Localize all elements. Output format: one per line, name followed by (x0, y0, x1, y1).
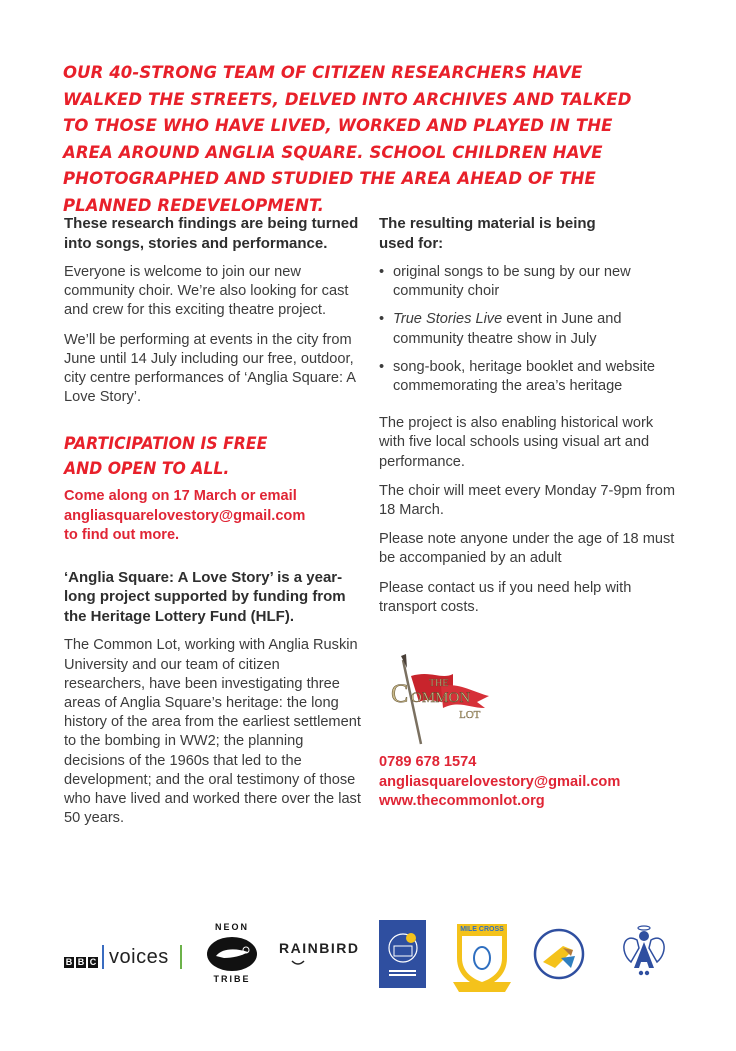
participation-heading-line2: AND OPEN TO ALL. (64, 459, 230, 479)
transport-paragraph: Please contact us if you need help with transport costs. (379, 579, 632, 615)
wensum-junior-logo (533, 928, 585, 980)
svg-text:LOT: LOT (459, 709, 481, 721)
lizard-icon (206, 936, 258, 972)
project-body: The Common Lot, working with Anglia Ruskin University and our team of citizen researchers, have been investigating three areas of Anglia Square’s heritage: the long history of the area from the earliest settlement to the bombing in WW2; the planning decisions of the 1960s that led to the development; and the oral testimony of those who have lived and worked there over the last 50 years. (64, 637, 361, 827)
mile-cross-school-logo (451, 920, 513, 994)
contact-block (379, 753, 620, 812)
project-heading: ‘Anglia Square: A Love Story’ is a year-long project supported by funding from the Heritage Lottery Fund (HLF). (64, 568, 346, 625)
choir-paragraph: Everyone is welcome to join our new community choir. We’re also looking for cast and crew for this exciting theatre project. (64, 264, 349, 319)
come-along-tail: to find out more. (64, 527, 180, 544)
sponsor-logos (0, 912, 736, 1002)
tribe-text: TRIBE (213, 974, 251, 984)
choir-schedule-paragraph: The choir will meet every Monday 7-9pm from 18 March. (379, 482, 676, 519)
rainbird-logo (279, 940, 361, 970)
bullet-text: song-book, heritage booklet and website commemorating the area’s heritage (393, 358, 656, 395)
list-item (379, 310, 679, 348)
list-item (379, 358, 679, 396)
right-column (379, 214, 679, 627)
bullet-text: event in June and community theatre show in July (393, 311, 622, 347)
email-link[interactable]: angliasquarelovestory@gmail.com (379, 773, 621, 790)
common-lot-logo (381, 652, 501, 747)
performing-paragraph: We’ll be performing at events in the city from June until 14 July including our free, outdoor, city centre performances of ‘Anglia Square: A Love Story’. (64, 331, 356, 406)
svg-text:OMMON: OMMON (411, 690, 471, 706)
headline: OUR 40-STRONG TEAM OF CITIZEN RESEARCHERS HAVE WALKED THE STREETS, DELVED INTO ARCHIVES AND TALKED TO THOSE WHO HAVE LIVED, WORKED AND PLAYED IN THE AREA AROUND ANGLIA SQUARE. SCHOOL CHILDREN HAVE PHOTOGRAPHED AND STUDIED THE AREA AHEAD OF THE PLANNED REDEVELOPMENT. (63, 63, 632, 216)
phone-number[interactable]: 0789 678 1574 (379, 754, 477, 770)
bbc-blocks: B B C (65, 957, 97, 967)
website-link[interactable]: www.thecommonlot.org (379, 793, 545, 809)
come-along-email-link[interactable]: angliasquarelovestory@gmail.com (64, 507, 306, 524)
angel-icon (617, 922, 672, 988)
school-building-icon (379, 920, 426, 988)
come-along-block (64, 487, 364, 546)
bridge-river-icon (533, 928, 585, 980)
come-along-text: Come along on 17 March or email (64, 488, 297, 505)
heigham-school-logo (379, 920, 426, 988)
participation-heading (64, 431, 349, 481)
age-note-paragraph: Please note anyone under the age of 18 must be accompanied by an adult (379, 531, 675, 567)
svg-text:THE: THE (429, 678, 449, 689)
svg-text:C: C (391, 679, 409, 708)
bullet-italic: True Stories Live (393, 311, 503, 328)
mile-cross-text: MILE CROSS (460, 926, 504, 933)
flag-spear-icon (381, 652, 501, 747)
schools-paragraph: The project is also enabling historical work with five local schools using visual art and performance. (379, 415, 654, 470)
neon-text: NEON (214, 922, 249, 932)
participation-heading-line1: PARTICIPATION IS FREE (64, 434, 268, 454)
left-column (64, 214, 364, 838)
bullet-text: original songs to be sung by our new community choir (393, 264, 631, 300)
rainbird-wordmark: RAINBIRD (279, 940, 360, 956)
list-item (379, 263, 679, 301)
bbc-voices-logo (64, 944, 184, 972)
angel-road-logo (617, 922, 672, 988)
voices-wordmark: voices (109, 946, 169, 968)
intro-heading: These research findings are being turned into songs, stories and performance. (64, 215, 359, 252)
bird-icon (291, 960, 305, 966)
material-heading: The resulting material is being used for: (379, 215, 596, 252)
neon-tribe-logo (206, 922, 258, 988)
uses-list (379, 263, 679, 396)
